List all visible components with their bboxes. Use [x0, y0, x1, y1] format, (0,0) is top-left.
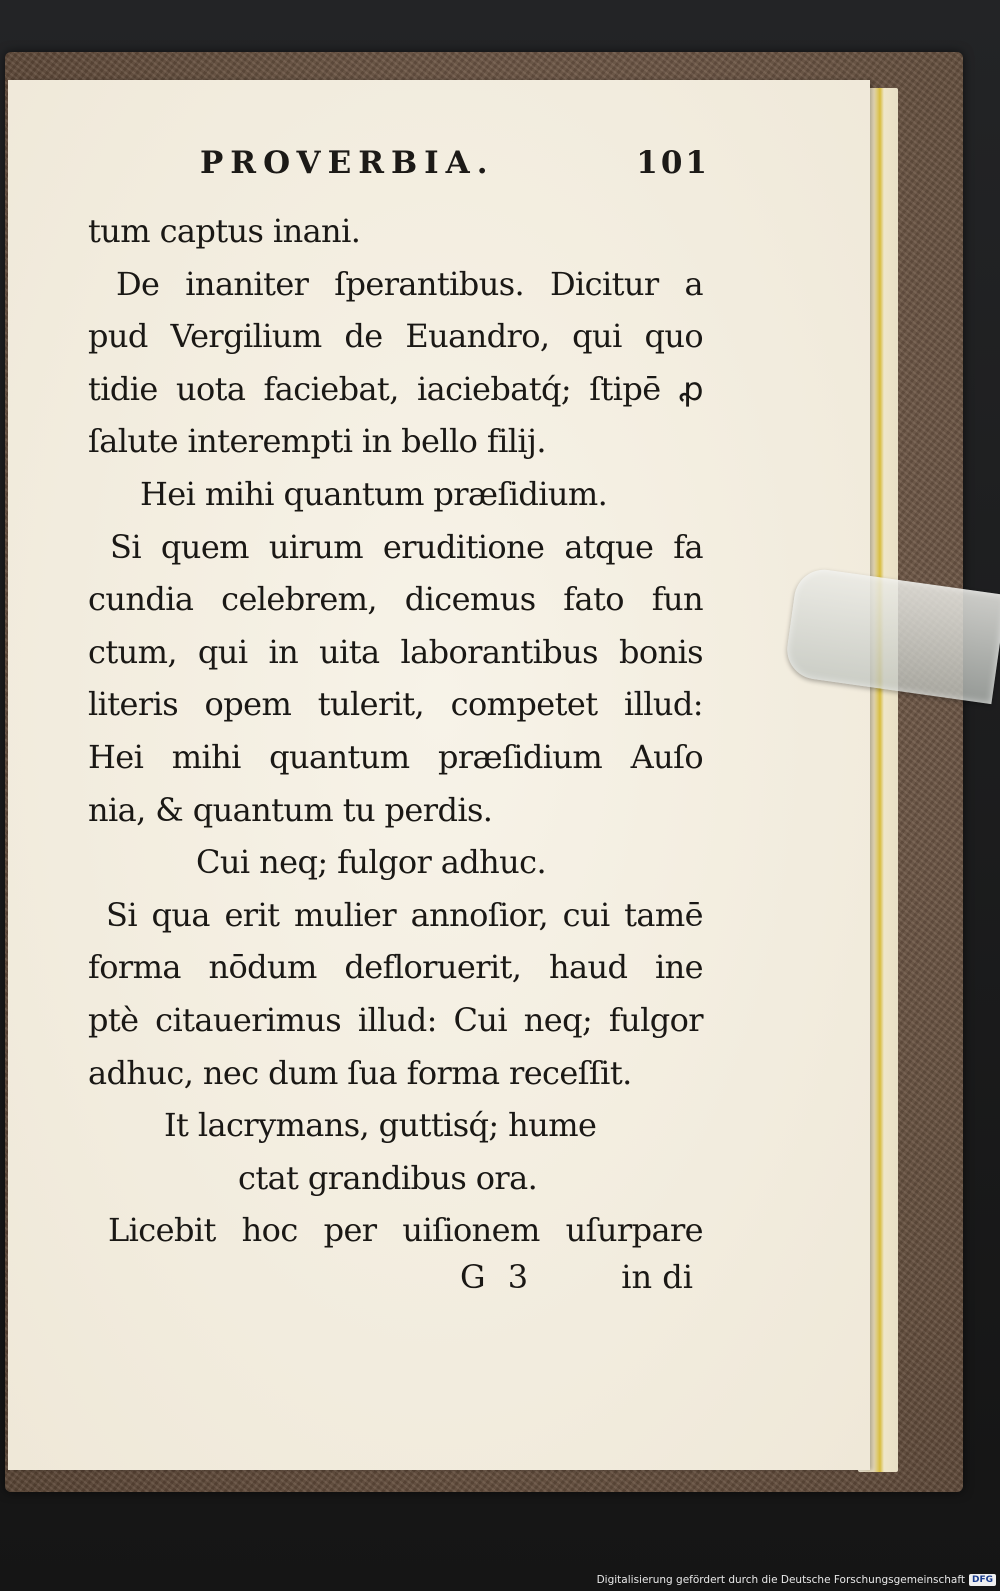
text-line: ctum, qui in uita laborantibus bonis: [88, 632, 703, 671]
signature-mark: G 3: [460, 1258, 535, 1296]
text-line: nia, & quantum tu perdis.: [88, 790, 493, 829]
digitization-credit: [597, 1572, 996, 1588]
running-title: PROVERBIA.: [200, 145, 495, 181]
text-line: ptè citauerimus illud: Cui neq; fulgor: [88, 1000, 703, 1039]
text-line: literis opem tulerit, competet illud:: [88, 685, 703, 724]
text-line: tidie uota faciebat, iaciebatq́; ſtipē ꝓ: [88, 369, 703, 408]
verse-line: ctat grandibus ora.: [238, 1158, 538, 1197]
body-text: [88, 205, 703, 1257]
text-line: adhuc, nec dum ſua forma receſſit.: [88, 1053, 632, 1092]
text-line: Licebit hoc per uiſionem uſurpare: [108, 1211, 703, 1250]
page-number: 101: [636, 145, 710, 181]
text-line: pud Vergilium de Euandro, qui quo: [88, 317, 703, 356]
text-line: Si quem uirum eruditione atque fa: [110, 527, 703, 566]
dfg-logo-icon: DFG: [969, 1574, 996, 1586]
credit-text: Digitalisierung gefördert durch die Deutsche Forschungsgemeinschaft: [596, 1574, 965, 1586]
catchword: in di: [621, 1258, 693, 1296]
verse-line: It lacrymans, guttisq́; hume: [164, 1106, 597, 1145]
text-line: tum captus inani.: [88, 212, 361, 250]
text-line: ſalute interempti in bello filij.: [88, 422, 546, 461]
text-line: De inaniter ſperantibus. Dicitur a: [116, 264, 703, 303]
page-header: [200, 145, 710, 185]
text-line: forma nōdum defloruerit, haud ine: [88, 948, 703, 987]
verse-line: Cui neq; fulgor adhuc.: [196, 843, 547, 882]
text-line: cundia celebrem, dicemus fato fun: [88, 580, 703, 619]
text-line: Hei mihi quantum præſidium Auſo: [88, 737, 703, 776]
text-line: Si qua erit mulier annoſior, cui tamē: [106, 895, 703, 934]
page-footer-line: [88, 1258, 693, 1310]
verse-line: Hei mihi quantum præſidium.: [140, 474, 608, 513]
